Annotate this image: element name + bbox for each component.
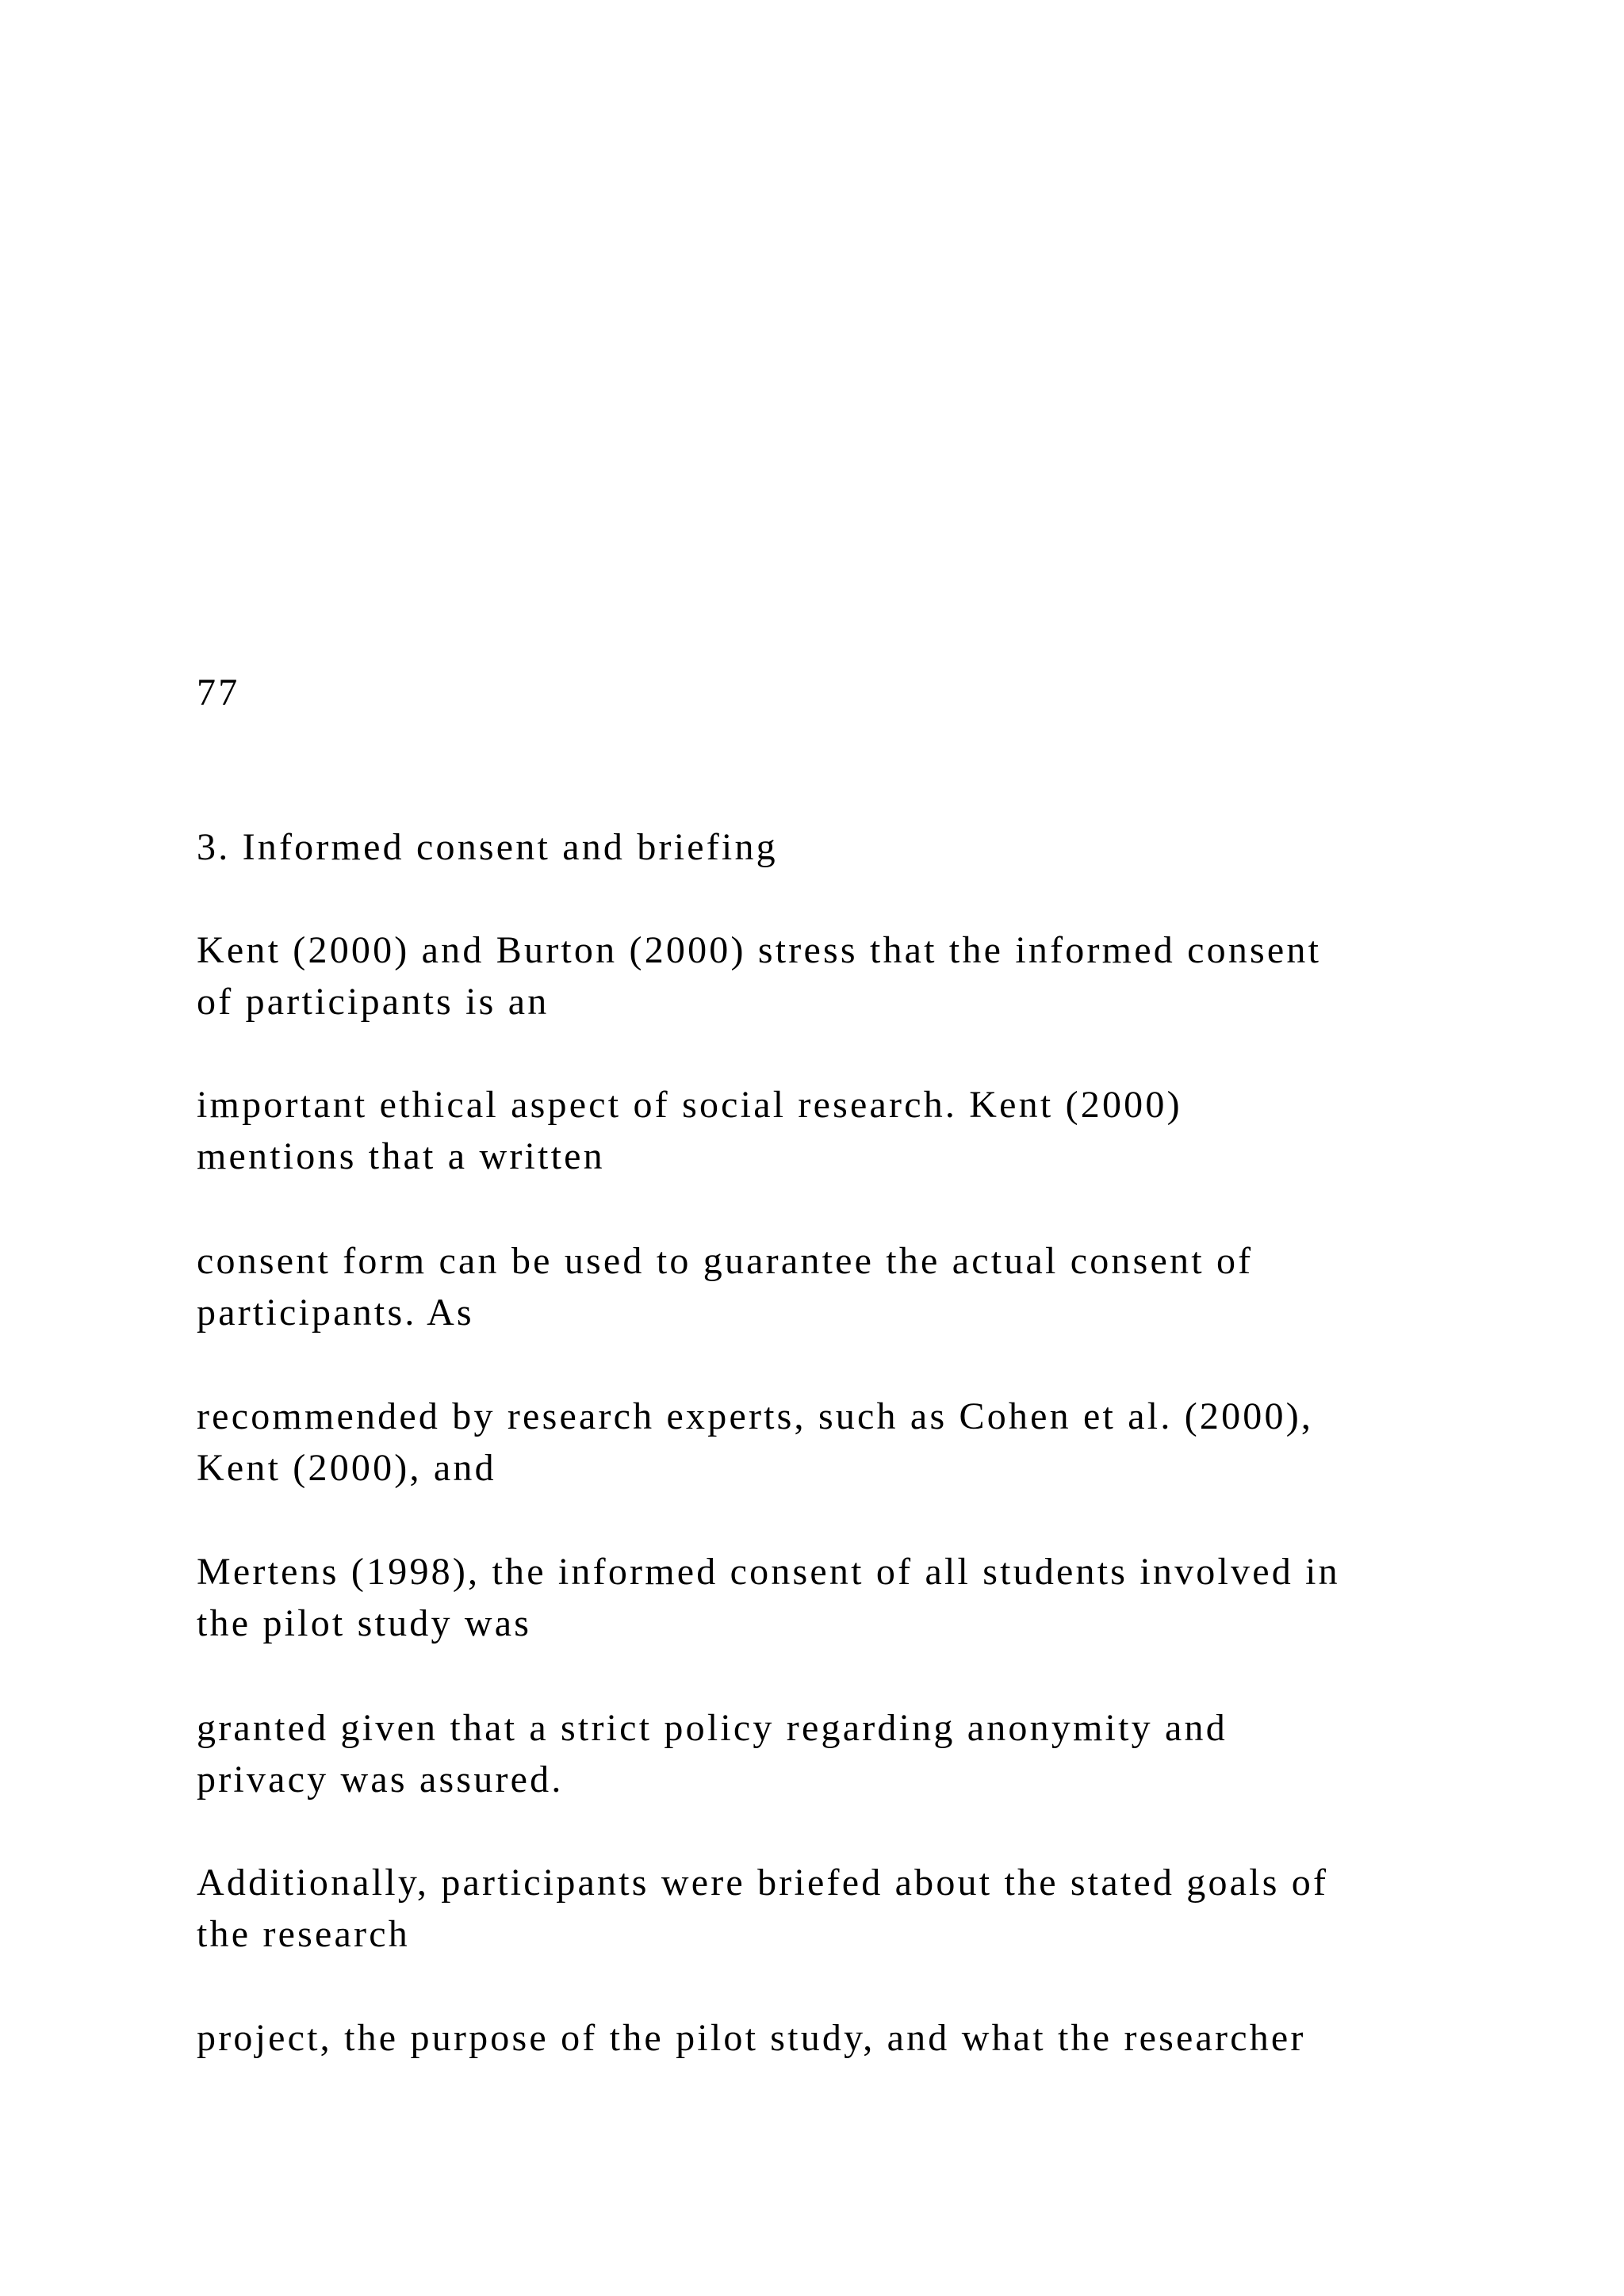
body-line: Mertens (1998), the informed consent of all students involved in [197,1551,1340,1593]
section-heading: 3. Informed consent and briefing [197,826,778,868]
body-line: Kent (2000), and [197,1447,496,1489]
body-line: recommended by research experts, such as Cohen et al. (2000), [197,1395,1314,1437]
body-line: granted given that a strict policy regarding anonymity and [197,1707,1228,1749]
body-line: Kent (2000) and Burton (2000) stress that the informed consent [197,929,1322,971]
body-line: consent form can be used to guarantee the actual consent of [197,1240,1254,1282]
body-line: participants. As [197,1292,474,1334]
body-line: important ethical aspect of social research. Kent (2000) [197,1084,1182,1126]
body-line: Additionally, participants were briefed about the stated goals of [197,1862,1329,1904]
body-line: the research [197,1913,410,1955]
body-line: the pilot study was [197,1602,532,1644]
body-line: project, the purpose of the pilot study, and what the researcher [197,2017,1306,2059]
body-line: mentions that a written [197,1135,605,1177]
page-number: 77 [197,672,240,714]
body-line: privacy was assured. [197,1758,564,1800]
body-line: of participants is an [197,981,550,1023]
